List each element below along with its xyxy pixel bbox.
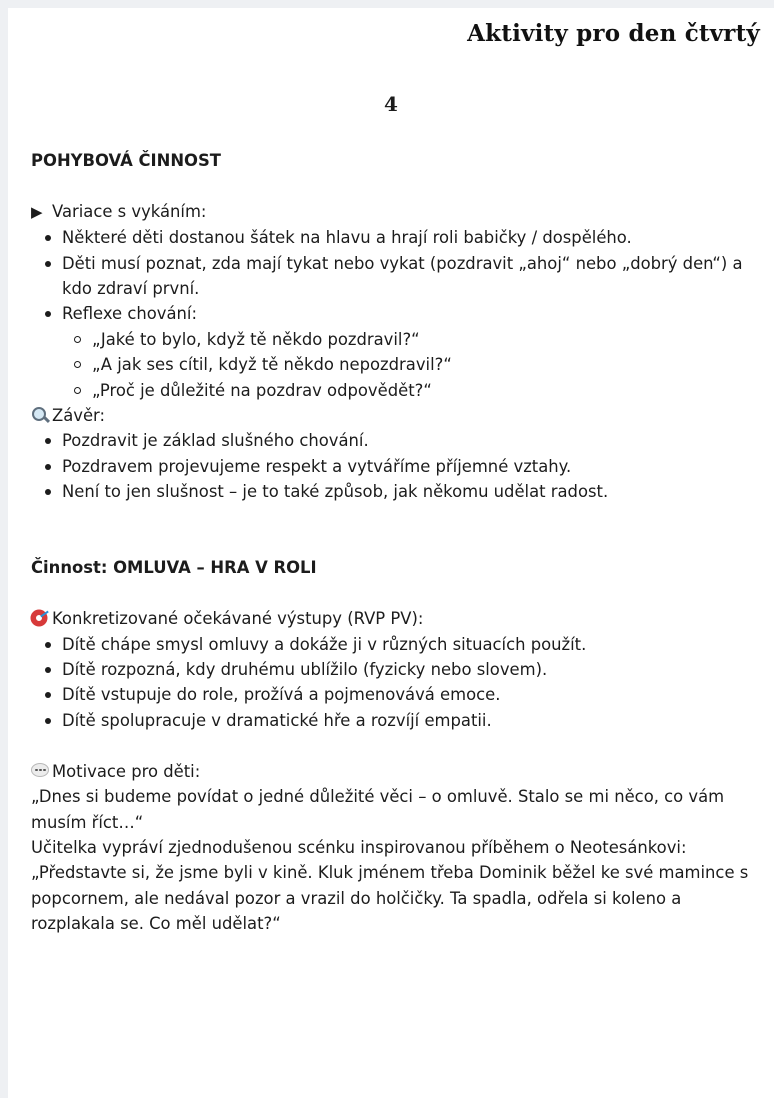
list-item: Pozdravem projevujeme respekt a vytváříme příjemné vztahy. <box>31 454 761 479</box>
sublist-item: „Jaké to bylo, když tě někdo pozdravil?“ <box>31 327 761 352</box>
ucitelka-intro: Učitelka vypráví zjednodušenou scénku inspirovanou příběhem o Neotesánkovi: <box>31 837 687 857</box>
list-item: Některé děti dostanou šátek na hlavu a hrají roli babičky / dospělého. <box>31 225 761 250</box>
document-page <box>8 8 774 1098</box>
zaver-list <box>31 428 761 504</box>
list-item: Dítě spolupracuje v dramatické hře a rozvíjí empatii. <box>31 708 761 733</box>
zaver-line <box>31 403 761 428</box>
section-heading-omluva: Činnost: OMLUVA – HRA V ROLI <box>31 558 317 578</box>
story-paragraph: „Představte si, že jsme byli v kině. Kluk jménem třeba Dominik běžel ke své mamince s popcornem, ale nedával pozor a vrazil do holčičky. Ta spadla, odřela si koleno a rozplakala se. Co měl udělat?“ <box>31 863 749 934</box>
magnifying-glass-icon <box>31 407 50 423</box>
page-header-title: Aktivity pro den čtvrtý <box>467 20 760 47</box>
list-item: Pozdravit je základ slušného chování. <box>31 428 761 453</box>
motivace-label: Motivace pro děti: <box>52 761 201 781</box>
dart-target-icon <box>31 610 50 626</box>
list-item: Dítě vstupuje do role, prožívá a pojmenovává emoce. <box>31 682 761 707</box>
list-item: Reflexe chování: <box>31 301 761 326</box>
list-item: Není to jen slušnost – je to také způsob, jak někomu udělat radost. <box>31 479 761 504</box>
variace-list <box>31 225 761 327</box>
page-number: 4 <box>384 92 398 116</box>
zaver-label: Závěr: <box>52 406 106 426</box>
vystupy-label: Konkretizované očekávané výstupy (RVP PV): <box>52 609 424 629</box>
list-item: Dítě rozpozná, kdy druhému ublížilo (fyzicky nebo slovem). <box>31 657 761 682</box>
list-item: Děti musí poznat, zda mají tykat nebo vykat (pozdravit „ahoj“ nebo „dobrý den“) a kdo zdraví první. <box>31 251 761 302</box>
variace-label: Variace s vykáním: <box>52 201 207 221</box>
sublist-item: „A jak ses cítil, když tě někdo nepozdravil?“ <box>31 352 761 377</box>
vystupy-list <box>31 632 761 734</box>
motivace-line <box>31 759 761 784</box>
section-heading-pohybova: POHYBOVÁ ČINNOST <box>31 151 221 170</box>
sublist-item: „Proč je důležité na pozdrav odpovědět?“ <box>31 378 761 403</box>
vystupy-line <box>31 606 761 631</box>
motivace-quote: „Dnes si budeme povídat o jedné důležité věci – o omluvě. Stalo se mi něco, co vám musím říct…“ <box>31 787 725 832</box>
speech-bubble-icon <box>31 763 50 779</box>
list-item: Dítě chápe smysl omluvy a dokáže ji v různých situacích použít. <box>31 632 761 657</box>
variace-line <box>31 199 761 225</box>
document-content <box>31 148 761 937</box>
reflexe-sublist <box>31 327 761 403</box>
play-triangle-icon: ▶ <box>31 202 43 221</box>
